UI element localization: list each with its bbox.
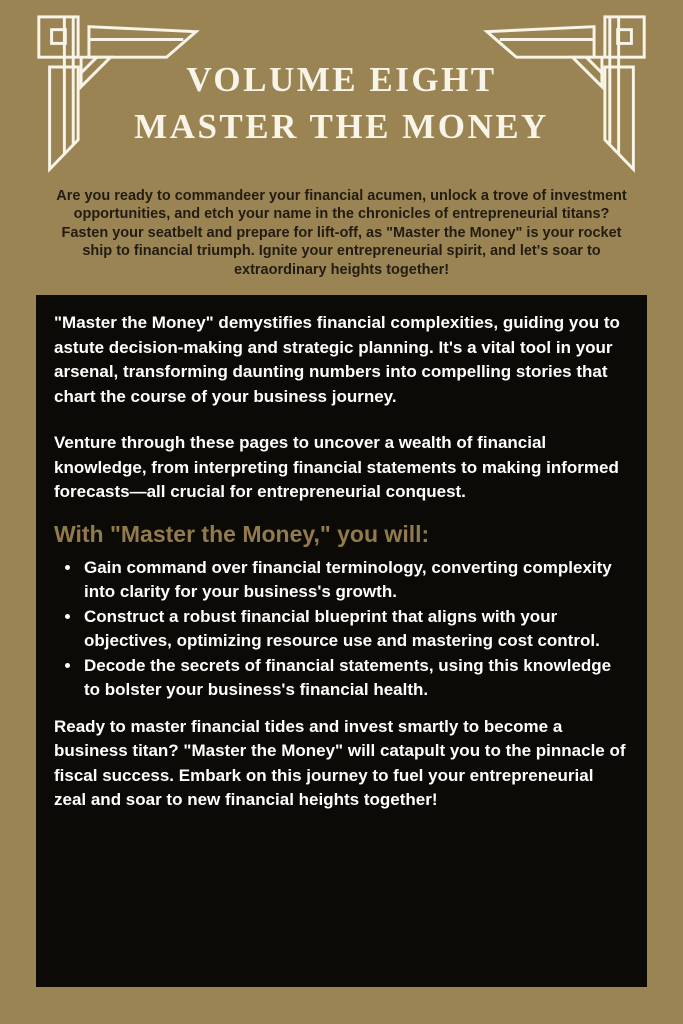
card-paragraph-2: Venture through these pages to uncover a wealth of financial knowledge, from interpreting financial statements to making informed forecasts—all crucial for entrepreneurial conquest. <box>54 433 619 501</box>
volume-label: VOLUME EIGHT <box>186 60 497 99</box>
benefit-item: • Construct a robust financial blueprint that aligns with your objectives, optimizing resource use and mastering cost control. <box>82 605 629 654</box>
benefit-item: • Gain command over financial terminology, converting complexity into clarity for your business's growth. <box>82 556 629 605</box>
benefit-item: • Decode the secrets of financial statements, using this knowledge to bolster your business's financial health. <box>82 654 629 703</box>
benefits-list <box>54 556 629 703</box>
page-title: MASTER THE MONEY <box>134 107 549 146</box>
card-paragraph-1: "Master the Money" demystifies financial complexities, guiding you to astute decision-making and strategic planning. It's a vital tool in your arsenal, transforming daunting numbers into compelling stories that chart the course of your business journey. <box>54 313 620 406</box>
closing-paragraph: Ready to master financial tides and invest smartly to become a business titan? "Master the Money" will catapult you to the pinnacle of fiscal success. Embark on this journey to fuel your entrepreneurial zeal and soar to new financial heights together! <box>54 716 626 809</box>
content-card <box>36 295 647 987</box>
title-block <box>0 56 683 150</box>
benefits-heading: With "Master the Money," you will: <box>54 520 430 547</box>
intro-paragraph: Are you ready to commandeer your financial acumen, unlock a trove of investment opportunities, and etch your name in the chronicles of entrepreneurial titans? Fasten your seatbelt and prepare for lift-off, as "Master the Money" is your rocket ship to financial triumph. Ignite your entrepreneurial spirit, and let's soar to extraordinary heights together! <box>56 187 627 278</box>
